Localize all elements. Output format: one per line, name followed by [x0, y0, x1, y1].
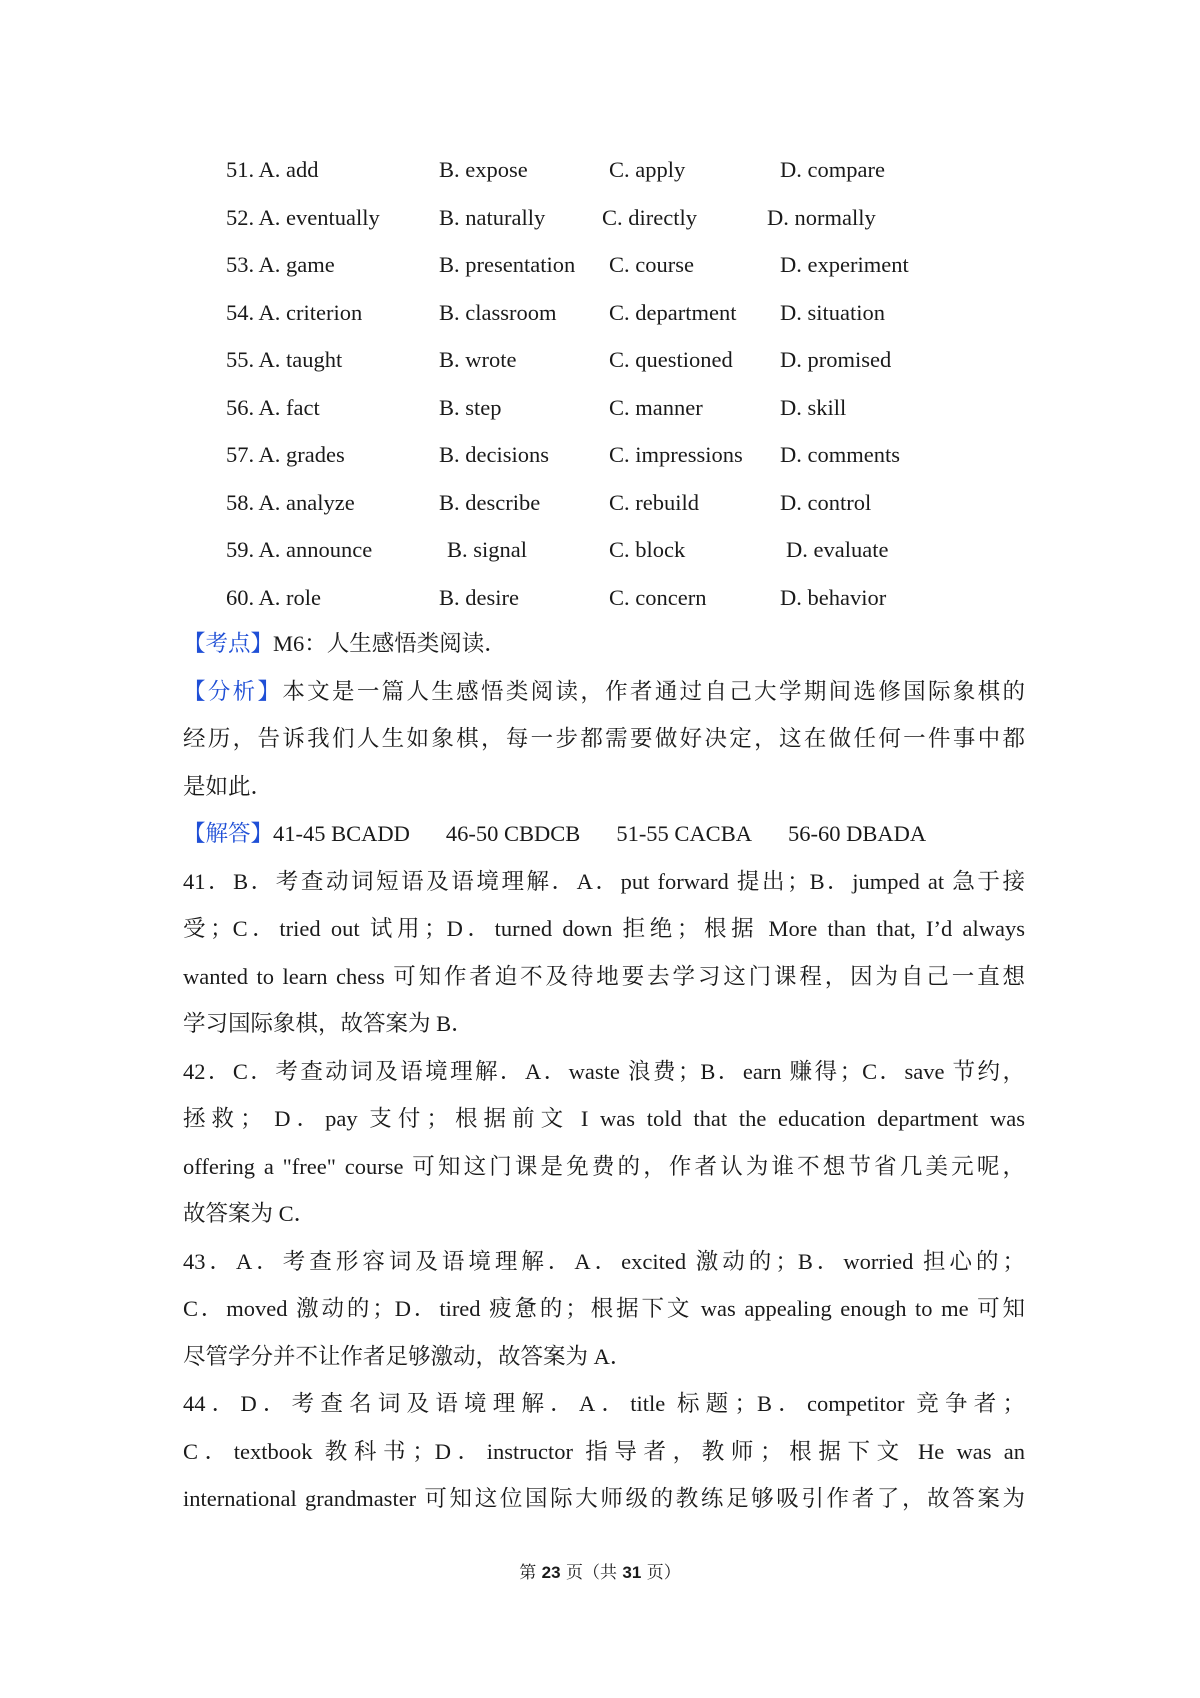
option-b: B. wrote	[439, 347, 517, 372]
option-d: D. situation	[780, 299, 885, 325]
option-c: C. directly	[602, 204, 697, 230]
explanation-line: 故答案为 C．	[183, 1201, 317, 1226]
option-d: D. skill	[780, 394, 847, 420]
explanation-line: 尽管学分并不让作者足够激动，故答案为 A．	[183, 1343, 633, 1369]
jieda-tag: 【解答】	[183, 821, 274, 846]
option-a: 59. A. announce	[226, 537, 373, 562]
option-a: 51. A. add	[226, 157, 319, 182]
option-c: C. rebuild	[609, 489, 699, 515]
option-row	[226, 146, 986, 194]
option-d: D. experiment	[780, 252, 909, 277]
fenxi-tag: 【分析】	[183, 678, 283, 704]
footer-prefix: 第	[519, 1563, 542, 1583]
explanation-line: 41．B．考查动词短语及语境理解．A．put forward 提出；B．jumped at 急于接	[183, 868, 1025, 894]
option-b: B. step	[439, 394, 502, 420]
option-row	[226, 526, 986, 574]
explanation-line: 受；C．tried out 试用；D．turned down 拒绝；根据 More than that, I’d always	[183, 916, 1025, 941]
answer-group: 41-45 BCADD	[273, 821, 410, 846]
fenxi-text: 本文是一篇人生感悟类阅读，作者通过自己大学期间选修国际象棋的	[282, 678, 1025, 704]
explanation-line: C．moved 激动的；D．tired 疲惫的；根据下文 was appealing enough to me 可知	[183, 1296, 1025, 1321]
option-d: D. promised	[780, 347, 892, 372]
kaodian-text: M6：人生感悟类阅读．	[273, 631, 507, 656]
option-row	[226, 479, 986, 527]
fenxi-line: 是如此．	[183, 773, 274, 799]
explanation-line: wanted to learn chess 可知作者迫不及待地要去学习这门课程，因为自己一直想	[183, 963, 1025, 989]
explanation-line: 42．C．考查动词及语境理解．A．waste 浪费；B．earn 赚得；C．save 节约，	[183, 1058, 1025, 1084]
option-d: D. compare	[780, 157, 885, 182]
footer-middle: 页（共	[560, 1563, 623, 1583]
option-b: B. expose	[439, 157, 528, 182]
explanation-line: offering a "free" course 可知这门课是免费的，作者认为谁不想节省几美元呢，	[183, 1153, 1025, 1179]
option-b: B. classroom	[439, 299, 557, 325]
option-row	[226, 289, 986, 337]
option-row	[226, 431, 986, 479]
option-d: D. behavior	[780, 584, 887, 610]
option-row	[226, 241, 986, 289]
explanation-line: 学习国际象棋，故答案为 B．	[183, 1011, 474, 1036]
option-c: C. manner	[609, 394, 703, 420]
option-c: C. concern	[609, 584, 707, 610]
explanation-line: C．textbook 教科书；D．instructor 指导者，教师；根据下文 He was an	[183, 1438, 1025, 1464]
explanation-line: 44．D．考查名词及语境理解．A．title 标题；B．competitor 竞争者；	[183, 1391, 1025, 1416]
fenxi-line	[183, 668, 1025, 716]
option-d: D. comments	[780, 442, 900, 467]
kaodian-line	[183, 620, 1025, 668]
option-d: D. control	[780, 489, 872, 515]
answer-group: 51-55 CACBA	[616, 821, 752, 846]
option-row	[226, 384, 986, 432]
kaodian-tag: 【考点】	[183, 631, 274, 656]
option-d: D. evaluate	[786, 537, 889, 562]
page-footer	[0, 1558, 1200, 1583]
option-b: B. naturally	[439, 204, 546, 230]
option-c: C. department	[609, 299, 737, 325]
fenxi-line: 经历，告诉我们人生如象棋，每一步都需要做好决定，这在做任何一件事中都	[183, 726, 1025, 751]
option-a: 58. A. analyze	[226, 489, 355, 515]
option-b: B. signal	[447, 537, 528, 562]
option-c: C. questioned	[609, 347, 733, 372]
option-c: C. apply	[609, 157, 686, 182]
option-a: 53. A. game	[226, 252, 335, 277]
option-a: 56. A. fact	[226, 394, 320, 420]
option-row	[226, 574, 986, 622]
option-d: D. normally	[767, 204, 876, 230]
current-page-number: 23	[541, 1563, 561, 1582]
option-b: B. decisions	[439, 442, 549, 467]
option-c: C. course	[609, 252, 694, 277]
explanation-line: 43．A．考查形容词及语境理解．A．excited 激动的；B．worried 担心的；	[183, 1248, 1025, 1274]
jieda-line	[183, 810, 1025, 858]
option-a: 57. A. grades	[226, 442, 345, 467]
option-c: C. impressions	[609, 442, 743, 467]
answer-section	[183, 620, 1025, 1523]
option-a: 55. A. taught	[226, 347, 343, 372]
option-a: 52. A. eventually	[226, 204, 380, 230]
footer-suffix: 页）	[641, 1563, 681, 1583]
option-list	[226, 146, 986, 621]
option-a: 54. A. criterion	[226, 299, 363, 325]
explanation-line: 拯救； D．pay 支付；根据前文 I was told that the education department was	[183, 1106, 1025, 1131]
option-row	[226, 336, 986, 384]
option-a: 60. A. role	[226, 584, 321, 610]
option-b: B. desire	[439, 584, 519, 610]
total-page-number: 31	[622, 1563, 642, 1582]
explanation-line: international grandmaster 可知这位国际大师级的教练足够吸引作者了，故答案为	[183, 1486, 1025, 1511]
option-b: B. presentation	[439, 252, 576, 277]
answer-group: 46-50 CBDCB	[445, 821, 581, 846]
answer-group: 56-60 DBADA	[787, 821, 927, 846]
option-c: C. block	[609, 537, 686, 562]
option-row	[226, 194, 986, 242]
option-b: B. describe	[439, 489, 541, 515]
